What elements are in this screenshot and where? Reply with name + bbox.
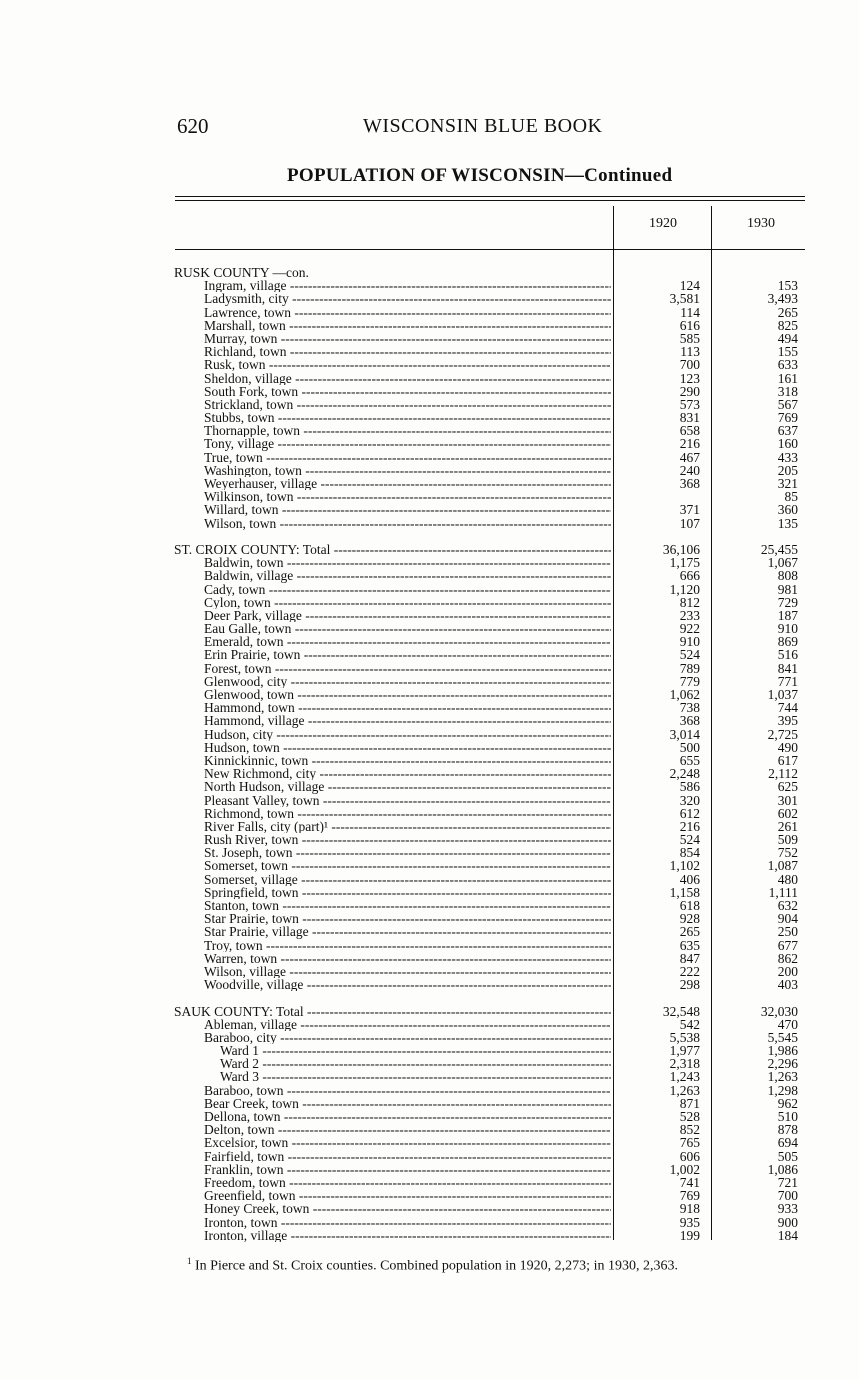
value-1930: 869 (777, 634, 798, 650)
value-1930: 25,455 (760, 541, 798, 557)
table-row (0, 1044, 859, 1057)
row-name: Star Prairie, town ----- (204, 912, 611, 925)
value-1920: 779 (679, 673, 700, 689)
value-1920: 107 (679, 515, 700, 531)
table-row (0, 978, 859, 991)
row-name: Hudson, town ----- (204, 741, 611, 754)
value-1930: 729 (777, 594, 798, 610)
value-1930: 318 (777, 383, 798, 399)
value-1920: 666 (679, 568, 700, 584)
value-1930: 32,030 (760, 1003, 798, 1019)
value-1930: 5,545 (767, 1029, 798, 1045)
table-row (0, 886, 859, 899)
value-1920: 2,318 (669, 1056, 700, 1072)
row-name: RUSK COUNTY —con. (174, 266, 309, 280)
value-1930: 602 (777, 805, 798, 821)
table-row (0, 635, 859, 648)
value-1930: 2,112 (768, 766, 798, 782)
table-row (0, 411, 859, 424)
value-1930: 1,037 (767, 687, 798, 702)
row-name: Forest, town ----- (204, 662, 611, 675)
table-row (0, 424, 859, 437)
value-1930: 933 (777, 1201, 798, 1217)
table-row (0, 345, 859, 358)
value-1930: 153 (777, 278, 798, 294)
row-name: Emerald, town ----- (204, 635, 611, 648)
table-row (0, 675, 859, 688)
value-1920: 36,106 (662, 541, 700, 557)
value-1920: 935 (679, 1214, 700, 1230)
value-1930: 862 (777, 950, 798, 966)
table-row (0, 873, 859, 886)
table-row (0, 859, 859, 872)
table-row (0, 596, 859, 609)
value-1920: 113 (680, 344, 700, 360)
footnote-marker: 1 (187, 1256, 192, 1266)
table-row (0, 754, 859, 767)
value-1930: 85 (784, 489, 798, 505)
county-row (0, 266, 859, 279)
table-row (0, 794, 859, 807)
value-1920: 114 (680, 304, 700, 320)
value-1930: 1,986 (767, 1043, 798, 1059)
value-1920: 290 (679, 383, 700, 399)
value-1930: 187 (777, 607, 798, 623)
footnote-text: In Pierce and St. Croix counties. Combined population in 1920, 2,273; in 1930, 2,363. (191, 1258, 678, 1274)
value-1920: 612 (679, 805, 700, 821)
row-name: Somerset, village ----- (204, 873, 611, 886)
row-name: Honey Creek, town ----- (204, 1202, 611, 1215)
row-name: Greenfield, town ----- (204, 1189, 611, 1202)
row-name: Thornapple, town ----- (204, 424, 611, 437)
row-name: Hammond, town ----- (204, 701, 611, 714)
value-1920: 240 (679, 462, 700, 478)
value-1930: 721 (777, 1174, 798, 1190)
value-1920: 368 (679, 476, 700, 491)
value-1930: 470 (777, 1016, 798, 1032)
value-1920: 871 (679, 1095, 700, 1111)
row-name: Ironton, town ----- (204, 1216, 611, 1229)
value-1930: 265 (777, 304, 798, 320)
value-1920: 831 (679, 410, 700, 426)
value-1920: 3,014 (669, 726, 700, 742)
value-1930: 155 (777, 344, 798, 360)
value-1920: 1,977 (669, 1043, 700, 1059)
value-1920: 320 (679, 792, 700, 808)
value-1920: 765 (679, 1135, 700, 1151)
value-1930: 771 (777, 673, 798, 689)
row-name: Stubbs, town ----- (204, 411, 611, 424)
row-name: Eau Galle, town ----- (204, 622, 611, 635)
table-row (0, 385, 859, 398)
value-1920: 123 (679, 370, 700, 386)
table-row (0, 372, 859, 385)
table-row (0, 965, 859, 978)
value-1930: 510 (777, 1109, 798, 1124)
row-name: Lawrence, town ----- (204, 306, 611, 319)
row-name: SAUK COUNTY: Total ----- (174, 1005, 611, 1018)
row-name: Woodville, village ----- (204, 978, 611, 991)
row-name: South Fork, town ----- (204, 385, 611, 398)
value-1930: 752 (777, 845, 798, 861)
value-1930: 480 (777, 871, 798, 887)
row-name: Wilkinson, town ----- (204, 490, 611, 503)
value-1920: 910 (679, 634, 700, 650)
row-name: Ward 1 ----- (220, 1044, 611, 1057)
value-1920: 406 (679, 871, 700, 887)
table-row (0, 662, 859, 675)
value-1930: 1,067 (767, 555, 798, 571)
value-1930: 962 (777, 1095, 798, 1111)
value-1930: 160 (777, 436, 798, 452)
table-row (0, 464, 859, 477)
table-row (0, 503, 859, 516)
top-double-rule-2 (175, 200, 805, 201)
table-title: POPULATION OF WISCONSIN—Continued (287, 165, 673, 186)
row-name: Richmond, town ----- (204, 807, 611, 820)
value-1930: 505 (777, 1148, 798, 1164)
value-1920: 655 (679, 752, 700, 768)
value-1920: 2,248 (669, 766, 700, 782)
value-1930: 321 (777, 476, 798, 491)
value-1930: 2,296 (767, 1056, 798, 1072)
row-name: Baraboo, city ----- (204, 1031, 611, 1044)
row-name: Richland, town ----- (204, 345, 611, 358)
table-row (0, 1070, 859, 1083)
book-title: WISCONSIN BLUE BOOK (363, 115, 603, 137)
row-name: Murray, town ----- (204, 332, 611, 345)
table-row (0, 490, 859, 503)
table-row (0, 1216, 859, 1229)
value-1920: 922 (679, 621, 700, 637)
table-row (0, 728, 859, 741)
value-1920: 1,243 (669, 1069, 700, 1085)
value-1920: 1,263 (669, 1082, 700, 1098)
value-1920: 606 (679, 1148, 700, 1164)
table-row (0, 358, 859, 371)
value-1920: 500 (679, 739, 700, 755)
table-spacer (0, 530, 859, 543)
value-1920: 5,538 (669, 1029, 700, 1045)
row-name: Delton, town ----- (204, 1123, 611, 1136)
row-name: Wilson, town ----- (204, 517, 611, 530)
table-row (0, 952, 859, 965)
value-1930: 744 (777, 700, 798, 716)
table-row (0, 332, 859, 345)
table-row (0, 1189, 859, 1202)
table-row (0, 1057, 859, 1070)
value-1920: 371 (679, 502, 700, 518)
table-row (0, 451, 859, 464)
value-1920: 524 (679, 832, 700, 848)
table-row (0, 1163, 859, 1176)
value-1930: 981 (777, 581, 798, 597)
row-name: Ladysmith, city ----- (204, 292, 611, 305)
footnote (187, 1256, 678, 1275)
row-name: Strickland, town ----- (204, 398, 611, 411)
table-row (0, 437, 859, 450)
table-row (0, 767, 859, 780)
row-name: Kinnickinnic, town ----- (204, 754, 611, 767)
row-name: Troy, town ----- (204, 939, 611, 952)
table-row (0, 477, 859, 490)
value-1920: 618 (679, 898, 700, 913)
row-name: Somerset, town ----- (204, 859, 611, 872)
table-row (0, 583, 859, 596)
row-name: ST. CROIX COUNTY: Total ----- (174, 543, 611, 556)
value-1930: 200 (777, 963, 798, 979)
value-1920: 658 (679, 423, 700, 439)
column-header-1920: 1920 (649, 216, 677, 231)
table-row (0, 292, 859, 305)
row-name: Ward 2 ----- (220, 1057, 611, 1070)
table-row (0, 833, 859, 846)
value-1930: 841 (777, 660, 798, 676)
top-double-rule-1 (175, 196, 805, 197)
row-name: Ward 3 ----- (220, 1070, 611, 1083)
row-name: Baldwin, village ----- (204, 569, 611, 582)
row-name: Weyerhauser, village ----- (204, 477, 611, 490)
table-row (0, 820, 859, 833)
value-1930: 516 (777, 647, 798, 663)
value-1930: 205 (777, 462, 798, 478)
value-1920: 298 (679, 977, 700, 993)
value-1930: 878 (777, 1122, 798, 1138)
row-name: Marshall, town ----- (204, 319, 611, 332)
value-1920: 467 (679, 449, 700, 465)
table-row (0, 517, 859, 530)
value-1920: 524 (679, 647, 700, 663)
table-row (0, 1136, 859, 1149)
table-row (0, 556, 859, 569)
row-name: Hammond, village ----- (204, 714, 611, 727)
row-name: Erin Prairie, town ----- (204, 648, 611, 661)
value-1920: 738 (679, 700, 700, 716)
table-row (0, 1018, 859, 1031)
table-row (0, 925, 859, 938)
row-name: Bear Creek, town ----- (204, 1097, 611, 1110)
value-1930: 625 (777, 779, 798, 795)
value-1930: 161 (777, 370, 798, 386)
value-1930: 509 (777, 832, 798, 848)
value-1920: 585 (679, 330, 700, 346)
row-name: Stanton, town ----- (204, 899, 611, 912)
row-name: St. Joseph, town ----- (204, 846, 611, 859)
table-row (0, 899, 859, 912)
row-name: Baldwin, town ----- (204, 556, 611, 569)
value-1920: 635 (679, 937, 700, 953)
table-row (0, 1123, 859, 1136)
value-1920: 789 (679, 660, 700, 676)
value-1920: 199 (679, 1227, 700, 1243)
row-name: Tony, village ----- (204, 437, 611, 450)
value-1920: 928 (679, 911, 700, 927)
value-1930: 1,087 (767, 858, 798, 874)
value-1930: 910 (777, 621, 798, 637)
table-row (0, 398, 859, 411)
value-1930: 3,493 (767, 291, 798, 307)
value-1920: 528 (679, 1109, 700, 1124)
value-1920: 1,002 (669, 1161, 700, 1177)
page-number: 620 (177, 114, 209, 138)
value-1930: 184 (777, 1227, 798, 1243)
value-1930: 433 (777, 449, 798, 465)
table-row (0, 741, 859, 754)
row-name: Pleasant Valley, town ----- (204, 794, 611, 807)
value-1930: 677 (777, 937, 798, 953)
row-name: Ableman, village ----- (204, 1018, 611, 1031)
row-name: Wilson, village ----- (204, 965, 611, 978)
value-1930: 825 (777, 317, 798, 333)
value-1920: 852 (679, 1122, 700, 1138)
value-1920: 3,581 (669, 291, 700, 307)
table-row (0, 306, 859, 319)
value-1920: 542 (679, 1016, 700, 1032)
value-1930: 694 (777, 1135, 798, 1151)
row-name: Dellona, town ----- (204, 1110, 611, 1123)
value-1930: 250 (777, 924, 798, 940)
row-name: Fairfield, town ----- (204, 1150, 611, 1163)
value-1920: 1,120 (669, 581, 700, 597)
county-row (0, 1005, 859, 1018)
table-spacer (0, 991, 859, 1004)
table-row (0, 846, 859, 859)
value-1920: 918 (679, 1201, 700, 1217)
value-1920: 32,548 (662, 1003, 700, 1019)
value-1930: 808 (777, 568, 798, 584)
table-row (0, 807, 859, 820)
value-1920: 265 (679, 924, 700, 940)
value-1920: 847 (679, 950, 700, 966)
value-1920: 1,158 (669, 884, 700, 900)
table-row (0, 912, 859, 925)
row-name: Cylon, town ----- (204, 596, 611, 609)
value-1920: 216 (679, 818, 700, 834)
table-row (0, 569, 859, 582)
value-1920: 573 (679, 396, 700, 412)
table-row (0, 1150, 859, 1163)
value-1920: 124 (679, 278, 700, 294)
table-row (0, 1229, 859, 1242)
table-row (0, 1084, 859, 1097)
table-row (0, 1202, 859, 1215)
row-name: Franklin, town ----- (204, 1163, 611, 1176)
column-header-1930: 1930 (747, 216, 775, 231)
row-name: Sheldon, village ----- (204, 372, 611, 385)
value-1930: 301 (777, 792, 798, 808)
value-1930: 135 (777, 515, 798, 531)
row-name: Glenwood, city ----- (204, 675, 611, 688)
county-row (0, 543, 859, 556)
table-row (0, 609, 859, 622)
table-row (0, 688, 859, 701)
row-name: New Richmond, city ----- (204, 767, 611, 780)
value-1920: 368 (679, 713, 700, 729)
value-1920: 812 (679, 594, 700, 610)
value-1930: 769 (777, 410, 798, 426)
value-1920: 1,062 (669, 687, 700, 702)
row-name: Willard, town ----- (204, 503, 611, 516)
table-row (0, 939, 859, 952)
row-name: North Hudson, village ----- (204, 780, 611, 793)
table-row (0, 279, 859, 292)
value-1930: 632 (777, 898, 798, 913)
value-1920: 854 (679, 845, 700, 861)
row-name: Washington, town ----- (204, 464, 611, 477)
table-row (0, 1176, 859, 1189)
value-1920: 233 (679, 607, 700, 623)
row-name: Ironton, village ----- (204, 1229, 611, 1242)
value-1930: 395 (777, 713, 798, 729)
table-row (0, 701, 859, 714)
row-name: Hudson, city ----- (204, 728, 611, 741)
row-name: Warren, town ----- (204, 952, 611, 965)
row-name: Freedom, town ----- (204, 1176, 611, 1189)
value-1930: 900 (777, 1214, 798, 1230)
value-1930: 494 (777, 330, 798, 346)
value-1930: 490 (777, 739, 798, 755)
value-1930: 1,086 (767, 1161, 798, 1177)
table-row (0, 319, 859, 332)
row-name: River Falls, city (part)¹ ----- (204, 820, 611, 833)
row-name: Star Prairie, village ----- (204, 925, 611, 938)
row-name: Rush River, town ----- (204, 833, 611, 846)
row-name: Springfield, town ----- (204, 886, 611, 899)
value-1930: 261 (777, 818, 798, 834)
value-1920: 1,102 (669, 858, 700, 874)
value-1920: 1,175 (669, 555, 700, 571)
value-1920: 586 (679, 779, 700, 795)
table-row (0, 714, 859, 727)
row-name: Ingram, village ----- (204, 279, 611, 292)
value-1920: 222 (679, 963, 700, 979)
value-1920: 741 (679, 1174, 700, 1190)
row-name: Deer Park, village ----- (204, 609, 611, 622)
row-name: Rusk, town ----- (204, 358, 611, 371)
table-row (0, 1097, 859, 1110)
value-1930: 1,298 (767, 1082, 798, 1098)
value-1930: 904 (777, 911, 798, 927)
value-1930: 2,725 (767, 726, 798, 742)
row-name: True, town ----- (204, 451, 611, 464)
value-1930: 1,111 (768, 884, 798, 900)
row-name: Glenwood, town ----- (204, 688, 611, 701)
table-row (0, 622, 859, 635)
row-name: Cady, town ----- (204, 583, 611, 596)
table-row (0, 1031, 859, 1044)
row-name: Excelsior, town ----- (204, 1136, 611, 1149)
value-1920: 769 (679, 1188, 700, 1204)
value-1930: 700 (777, 1188, 798, 1204)
value-1920: 700 (679, 357, 700, 373)
table-row (0, 1110, 859, 1123)
value-1930: 1,263 (767, 1069, 798, 1085)
table-row (0, 780, 859, 793)
value-1930: 360 (777, 502, 798, 518)
value-1930: 633 (777, 357, 798, 373)
value-1920: 216 (679, 436, 700, 452)
value-1930: 403 (777, 977, 798, 993)
table-row (0, 648, 859, 661)
value-1930: 617 (777, 752, 798, 768)
population-table-body (0, 266, 859, 1242)
value-1930: 567 (777, 396, 798, 412)
row-name: Baraboo, town ----- (204, 1084, 611, 1097)
value-1930: 637 (777, 423, 798, 439)
value-1920: 616 (679, 317, 700, 333)
